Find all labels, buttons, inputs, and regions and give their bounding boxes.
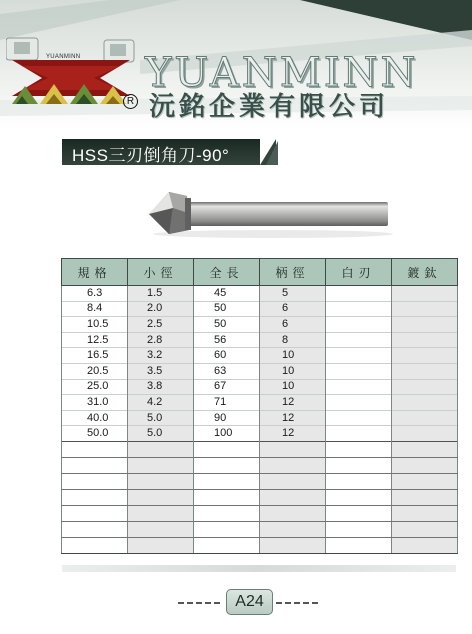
table-cell: 50.0 [62,426,128,442]
footer-bar [62,565,456,572]
table-row [62,395,458,411]
column-header-shank-diameter: 柄徑 [260,259,326,286]
table-cell [392,521,458,537]
table-cell: 12 [260,410,326,426]
table-cell [194,505,260,521]
table-cell [62,489,128,505]
table-cell [326,473,392,489]
column-header-tin-coated: 鍍鈦 [392,259,458,286]
table-cell: 6 [260,301,326,317]
header-banner [0,0,472,128]
table-cell: 45 [194,286,260,302]
table-cell [392,505,458,521]
table-cell [326,489,392,505]
table-row [62,441,458,457]
table-cell [260,521,326,537]
table-cell: 20.5 [62,363,128,379]
table-cell: 3.5 [128,363,194,379]
table-cell [194,537,260,553]
table-cell [326,317,392,333]
table-row [62,301,458,317]
table-cell [392,410,458,426]
table-cell [326,505,392,521]
table-cell [194,457,260,473]
table-row [62,363,458,379]
table-cell [260,473,326,489]
table-cell: 5 [260,286,326,302]
table-cell [326,332,392,348]
table-cell: 1.5 [128,286,194,302]
table-cell [326,348,392,364]
table-body [62,286,458,554]
table-cell [326,379,392,395]
table-cell: 10.5 [62,317,128,333]
table-cell [194,521,260,537]
table-cell: 31.0 [62,395,128,411]
table-cell: 25.0 [62,379,128,395]
table-cell: 12.5 [62,332,128,348]
table-cell: 63 [194,363,260,379]
table-row [62,379,458,395]
table-row [62,410,458,426]
table-cell: 50 [194,301,260,317]
footer-dash-right [276,602,318,604]
table-cell [392,395,458,411]
table-cell [392,473,458,489]
table-cell: 100 [194,426,260,442]
table-row [62,348,458,364]
table-cell [194,473,260,489]
table-cell [392,489,458,505]
table-cell: 2.0 [128,301,194,317]
product-title: HSS三刃倒角刀-90° [72,146,230,165]
column-header-bright-finish: 白刃 [326,259,392,286]
table-cell [128,537,194,553]
table-cell [128,521,194,537]
table-cell: 6 [260,317,326,333]
table-header-row [62,259,458,286]
table-cell [326,426,392,442]
column-header-overall-length: 全長 [194,259,260,286]
table-cell [260,505,326,521]
table-cell [194,489,260,505]
table-cell: 10 [260,348,326,364]
table-cell: 90 [194,410,260,426]
table-cell [326,410,392,426]
table-cell [128,441,194,457]
brand-wordmark: YUANMINN [145,50,419,96]
page-number: A24 [226,589,273,615]
registered-mark: R [123,94,138,109]
table-cell: 3.2 [128,348,194,364]
table-cell: 60 [194,348,260,364]
table-cell [392,441,458,457]
table-cell: 40.0 [62,410,128,426]
table-row [62,505,458,521]
table-cell [326,286,392,302]
table-cell [392,317,458,333]
table-cell [194,441,260,457]
company-name: 沅銘企業有限公司 [149,92,390,122]
table-row [62,521,458,537]
table-row [62,457,458,473]
table-cell: 3.8 [128,379,194,395]
table-cell [260,457,326,473]
spec-table [61,258,458,554]
yuanminn-logo [6,22,136,112]
table-cell [62,473,128,489]
table-cell [128,489,194,505]
table-cell [326,301,392,317]
table-row [62,473,458,489]
table-row [62,317,458,333]
table-cell [326,363,392,379]
table-cell [326,537,392,553]
chamfer-cutter-image [145,182,395,242]
table-cell: 2.5 [128,317,194,333]
table-cell: 10 [260,363,326,379]
table-cell: 6.3 [62,286,128,302]
table-cell: 8 [260,332,326,348]
table-cell [62,457,128,473]
table-row [62,537,458,553]
table-cell [326,521,392,537]
table-cell [128,505,194,521]
table-cell [260,489,326,505]
table-cell [260,441,326,457]
table-cell [392,426,458,442]
table-row [62,286,458,302]
table-cell: 12 [260,395,326,411]
table-cell [392,332,458,348]
table-cell: 2.8 [128,332,194,348]
table-cell [392,457,458,473]
table-row [62,426,458,442]
table-cell [260,537,326,553]
table-cell: 67 [194,379,260,395]
table-cell [62,441,128,457]
table-cell: 50 [194,317,260,333]
table-cell: 10 [260,379,326,395]
table-cell: 5.0 [128,410,194,426]
table-cell [326,441,392,457]
table-cell [62,537,128,553]
table-cell [392,301,458,317]
table-cell: 8.4 [62,301,128,317]
table-cell: 5.0 [128,426,194,442]
table-cell: 16.5 [62,348,128,364]
table-cell [392,379,458,395]
column-header-min-diameter: 小徑 [128,259,194,286]
table-cell: 4.2 [128,395,194,411]
column-header-size: 規格 [62,259,128,286]
table-cell: 12 [260,426,326,442]
table-cell [62,521,128,537]
table-cell [326,395,392,411]
table-cell [392,348,458,364]
table-cell [392,363,458,379]
table-cell: 71 [194,395,260,411]
footer-dash-left [178,602,220,604]
table-cell [392,537,458,553]
table-row [62,332,458,348]
table-cell [128,457,194,473]
table-cell [326,457,392,473]
table-cell: 56 [194,332,260,348]
table-cell [392,286,458,302]
table-row [62,489,458,505]
title-tag-accent [266,141,278,165]
logo-brand-text: YUANMINN [46,54,81,60]
table-cell [128,473,194,489]
table-cell [62,505,128,521]
